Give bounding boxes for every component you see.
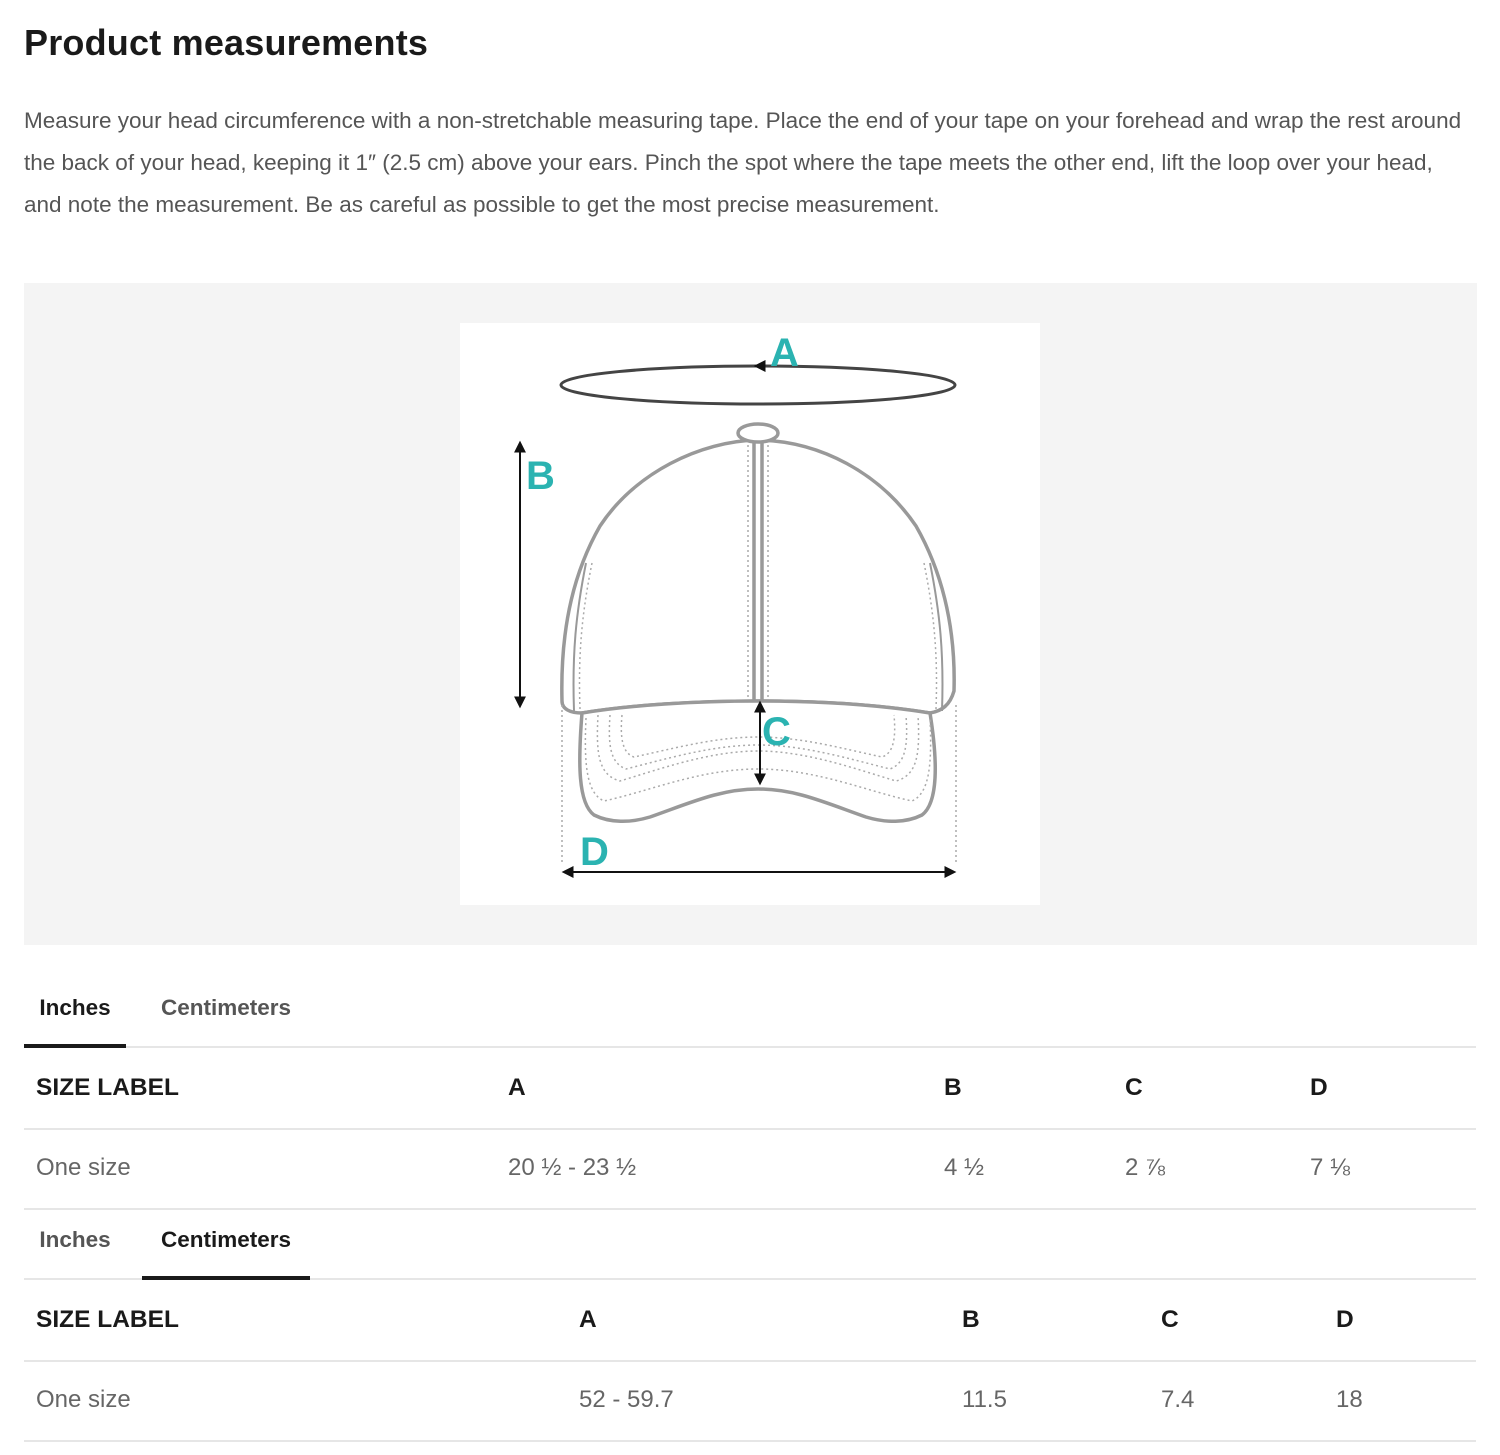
header-d: D (1336, 1306, 1354, 1333)
dimension-a-ellipse (561, 366, 955, 404)
cap-illustration (460, 323, 1040, 905)
value-a: 52 - 59.7 (579, 1386, 674, 1413)
value-d: 18 (1336, 1386, 1363, 1413)
header-c: C (1125, 1074, 1143, 1101)
value-c: 7.4 (1161, 1386, 1195, 1413)
header-c: C (1161, 1306, 1179, 1333)
value-c: 2 ⅞ (1125, 1154, 1166, 1181)
header-d: D (1310, 1074, 1328, 1101)
header-a: A (508, 1074, 526, 1101)
dimension-c-label: C (762, 710, 791, 754)
header-size-label: SIZE LABEL (36, 1306, 179, 1333)
tab-centimeters[interactable]: Centimeters (142, 1210, 310, 1278)
cap-stitching (580, 445, 937, 709)
inches-table-header (24, 1048, 1476, 1130)
size-label-value: One size (36, 1386, 131, 1413)
header-a: A (579, 1306, 597, 1333)
table-row (24, 1128, 1476, 1210)
header-b: B (962, 1306, 980, 1333)
table-row (24, 1360, 1476, 1442)
dimension-b-label: B (526, 454, 555, 498)
cap-crown (562, 424, 954, 713)
value-b: 4 ½ (944, 1154, 985, 1181)
value-b: 11.5 (962, 1386, 1007, 1413)
diagram-panel (24, 283, 1477, 945)
unit-tabs-inches-view (24, 978, 1476, 1048)
cm-table-header (24, 1280, 1476, 1362)
tab-centimeters[interactable]: Centimeters (160, 995, 292, 1020)
cap-brim (580, 701, 935, 821)
unit-tabs-centimeters-view (24, 1210, 1476, 1280)
dimension-d-label: D (580, 830, 609, 874)
header-b: B (944, 1074, 962, 1101)
page-title: Product measurements (24, 22, 429, 63)
dimension-a-label: A (770, 331, 799, 375)
cap-diagram (460, 323, 1040, 905)
tab-inches[interactable]: Inches (39, 1227, 111, 1252)
header-size-label: SIZE LABEL (36, 1074, 179, 1101)
size-label-value: One size (36, 1154, 131, 1181)
measurement-instructions: Measure your head circumference with a non-stretchable measuring tape. Place the end of your tape on your forehead and wrap the rest around the back of your head, keeping it 1″ (2.5 cm) above your ears. Pinch the spot where the tape meets the other end, lift the loop over your head, and note the measurement. Be as careful as possible to get the most precise measurement. (24, 108, 1462, 217)
value-d: 7 ⅛ (1310, 1154, 1351, 1181)
tab-inches[interactable]: Inches (24, 978, 126, 1046)
value-a: 20 ½ - 23 ½ (508, 1154, 637, 1181)
